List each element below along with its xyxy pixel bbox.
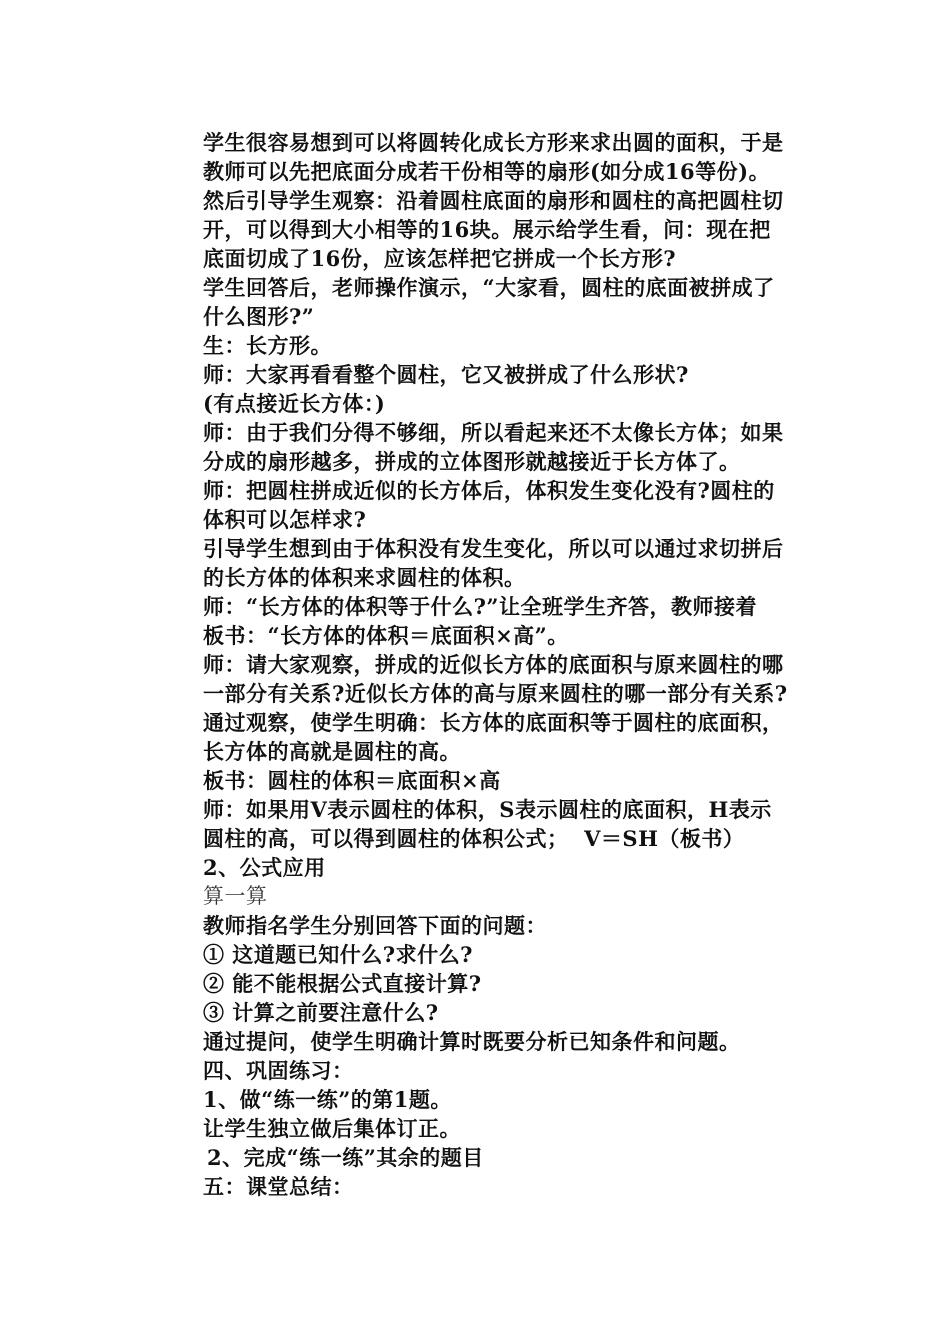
- list-item: ③ 计算之前要注意什么?: [203, 1000, 439, 1025]
- text-line: 引导学生想到由于体积没有发生变化，所以可以通过求切拼后: [203, 536, 784, 561]
- text-line: 师：把圆柱拼成近似的长方体后，体积发生变化没有?圆柱的: [203, 478, 775, 503]
- text-line: 学生回答后，老师操作演示，“大家看，圆柱的底面被拼成了: [203, 275, 775, 300]
- text-line: 开，可以得到大小相等的16块。展示给学生看，问：现在把: [203, 217, 771, 242]
- text-line: 教师可以先把底面分成若干份相等的扇形(如分成16等份)。: [203, 159, 771, 184]
- text-line: (有点接近长方体：): [203, 391, 386, 416]
- text-line: 体积可以怎样求?: [203, 507, 367, 532]
- text-line: 通过提问，使学生明确计算时既要分析已知条件和问题。: [203, 1029, 741, 1054]
- text-line: 圆柱的高，可以得到圆柱的体积公式； V＝SH（板书）: [203, 826, 745, 851]
- list-item: ① 这道题已知什么?求什么?: [203, 942, 473, 967]
- text-line: 生：长方形。: [203, 333, 332, 358]
- text-line: 板书：圆柱的体积＝底面积×高: [203, 768, 501, 793]
- text-line: 底面切成了16份，应该怎样把它拼成一个长方形?: [203, 246, 677, 271]
- section-heading: 五：课堂总结：: [203, 1174, 354, 1199]
- text-line: 长方体的高就是圆柱的高。: [203, 739, 461, 764]
- text-line: 让学生独立做后集体订正。: [203, 1116, 461, 1141]
- section-heading: 2、公式应用: [203, 855, 326, 880]
- text-line: 的长方体的体积来求圆柱的体积。: [203, 565, 526, 590]
- text-line: 分成的扇形越多，拼成的立体图形就越接近于长方体了。: [203, 449, 741, 474]
- text-line: 师：如果用V表示圆柱的体积，S表示圆柱的底面积，H表示: [203, 797, 772, 822]
- text-line: 师：由于我们分得不够细，所以看起来还不太像长方体；如果: [203, 420, 784, 445]
- text-line: 师：大家再看看整个圆柱，它又被拼成了什么形状?: [203, 362, 689, 387]
- section-heading: 四、巩固练习：: [203, 1058, 354, 1083]
- text-line: 通过观察，使学生明确：长方体的底面积等于圆柱的底面积，: [203, 710, 784, 735]
- text-line: 学生很容易想到可以将圆转化成长方形来求出圆的面积，于是: [203, 130, 784, 155]
- list-item: 1、做“练一练”的第1题。: [203, 1087, 452, 1112]
- text-line: 师：“长方体的体积等于什么?”让全班学生齐答，教师接着: [203, 594, 757, 619]
- text-line: 板书：“长方体的体积＝底面积×高”。: [203, 623, 569, 648]
- text-line: 一部分有关系?近似长方体的高与原来圆柱的哪一部分有关系?: [203, 681, 788, 706]
- subheading: 算一算: [203, 884, 268, 908]
- text-line: 教师指名学生分别回答下面的问题：: [203, 913, 547, 938]
- text-line: 什么图形?”: [203, 304, 315, 329]
- text-line: 然后引导学生观察：沿着圆柱底面的扇形和圆柱的高把圆柱切: [203, 188, 784, 213]
- document-body: [203, 128, 813, 1201]
- list-item: 2、完成“练一练”其余的题目: [207, 1145, 484, 1170]
- text-line: 师：请大家观察，拼成的近似长方体的底面积与原来圆柱的哪: [203, 652, 784, 677]
- list-item: ② 能不能根据公式直接计算?: [203, 971, 482, 996]
